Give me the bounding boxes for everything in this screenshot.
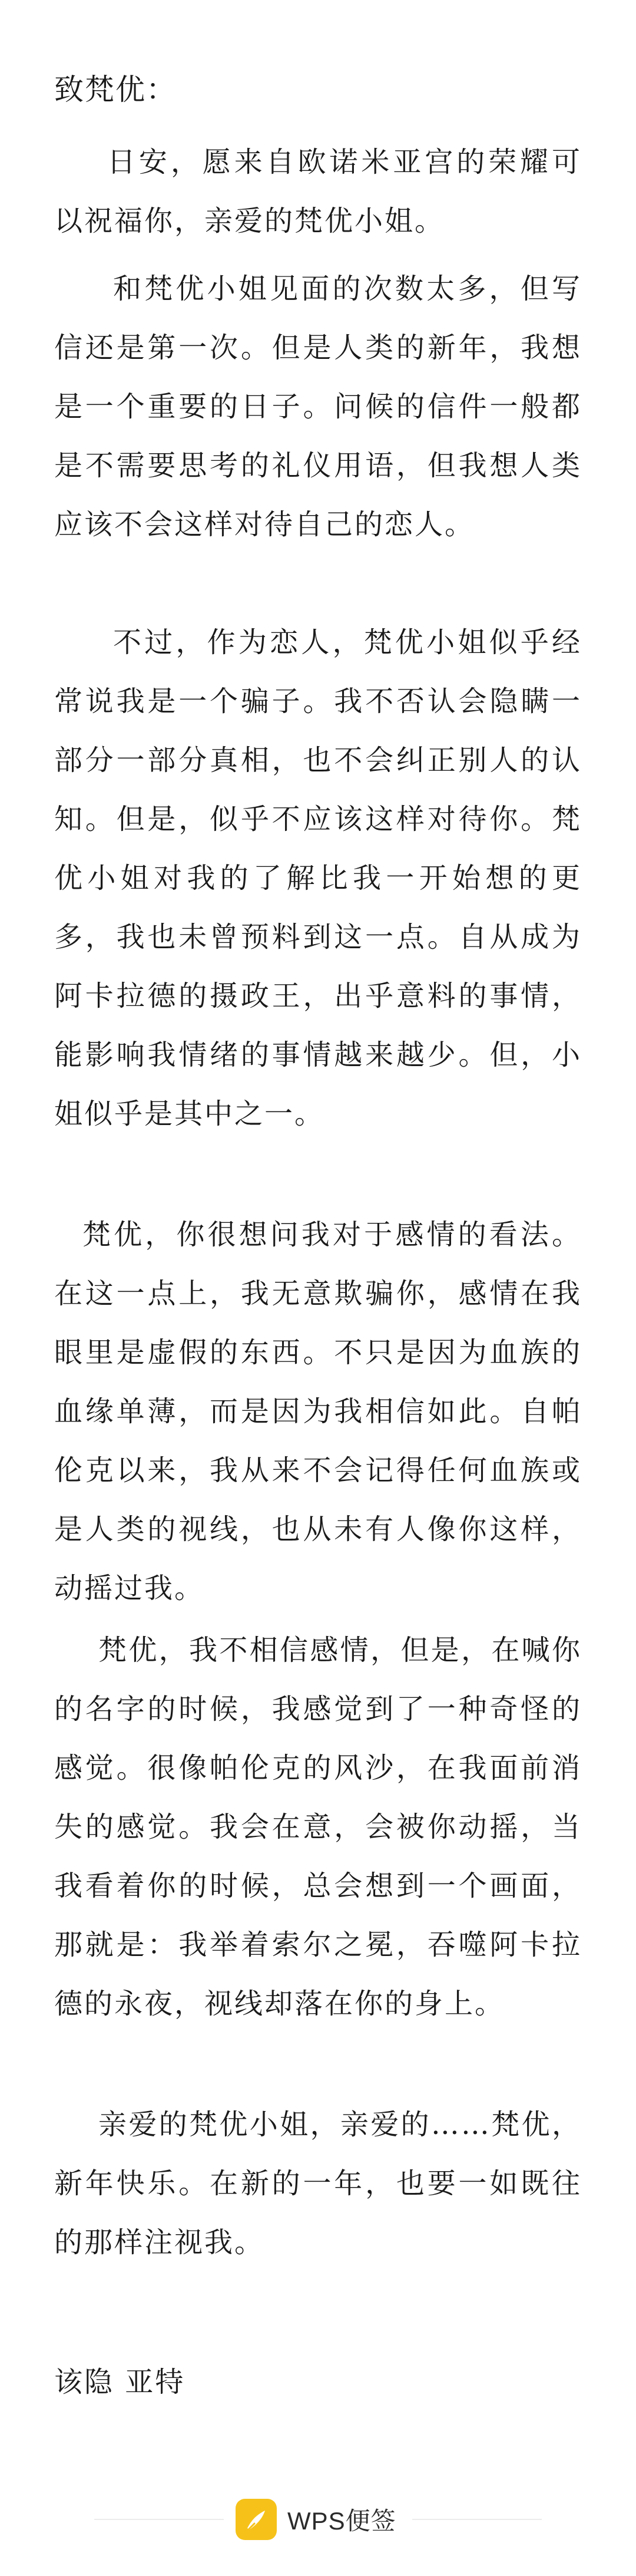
letter-paragraph-3: 不过，作为恋人，梵优小姐似乎经常说我是一个骗子。我不否认会隐瞒一部分一部分真相，也不会纠正别人的认知。但是，似乎不应该这样对待你。梵优小姐对我的了解比我一开始想的更多，我也未曾预料到这一点。自从成为阿卡拉德的摄政王，出乎意料的事情，能影响我情绪的事情越来越少。但，小姐似乎是其中之一。 bbox=[54, 626, 582, 1130]
letter-paragraph-6: 亲爱的梵优小姐，亲爱的……梵优，新年快乐。在新的一年，也要一如既往的那样注视我。 bbox=[54, 2108, 582, 2259]
footer-divider-right bbox=[412, 2519, 542, 2520]
footer-divider-left bbox=[94, 2519, 224, 2520]
letter-paragraph-5: 梵优，我不相信感情，但是，在喊你的名字的时候，我感觉到了一种奇怪的感觉。很像帕伦克的风沙，在我面前消失的感觉。我会在意，会被你动摇，当我看着你的时候，总会想到一个画面，那就是：我举着索尔之冕，吞噬阿卡拉德的永夜，视线却落在你的身上。 bbox=[54, 1634, 582, 2020]
letter-salutation: 致梵优： bbox=[54, 72, 177, 107]
wps-note-icon bbox=[236, 2499, 277, 2540]
brand-badge bbox=[236, 2496, 396, 2543]
brand-name: WPS便签 bbox=[287, 2507, 396, 2535]
letter-signature: 该隐 亚特 bbox=[54, 2366, 186, 2399]
app-footer bbox=[0, 2496, 636, 2543]
letter-paragraph-1: 日安，愿来自欧诺米亚宫的荣耀可以祝福你，亲爱的梵优小姐。 bbox=[54, 146, 582, 238]
letter-paragraph-4: 梵优，你很想问我对于感情的看法。在这一点上，我无意欺骗你，感情在我眼里是虚假的东西。不只是因为血族的血缘单薄，而是因为我相信如此。自帕伦克以来，我从来不会记得任何血族或是人类的视线，也从未有人像你这样，动摇过我。 bbox=[54, 1218, 582, 1605]
letter-paragraph-2: 和梵优小姐见面的次数太多，但写信还是第一次。但是人类的新年，我想是一个重要的日子。问候的信件一般都是不需要思考的礼仪用语，但我想人类应该不会这样对待自己的恋人。 bbox=[54, 272, 582, 541]
